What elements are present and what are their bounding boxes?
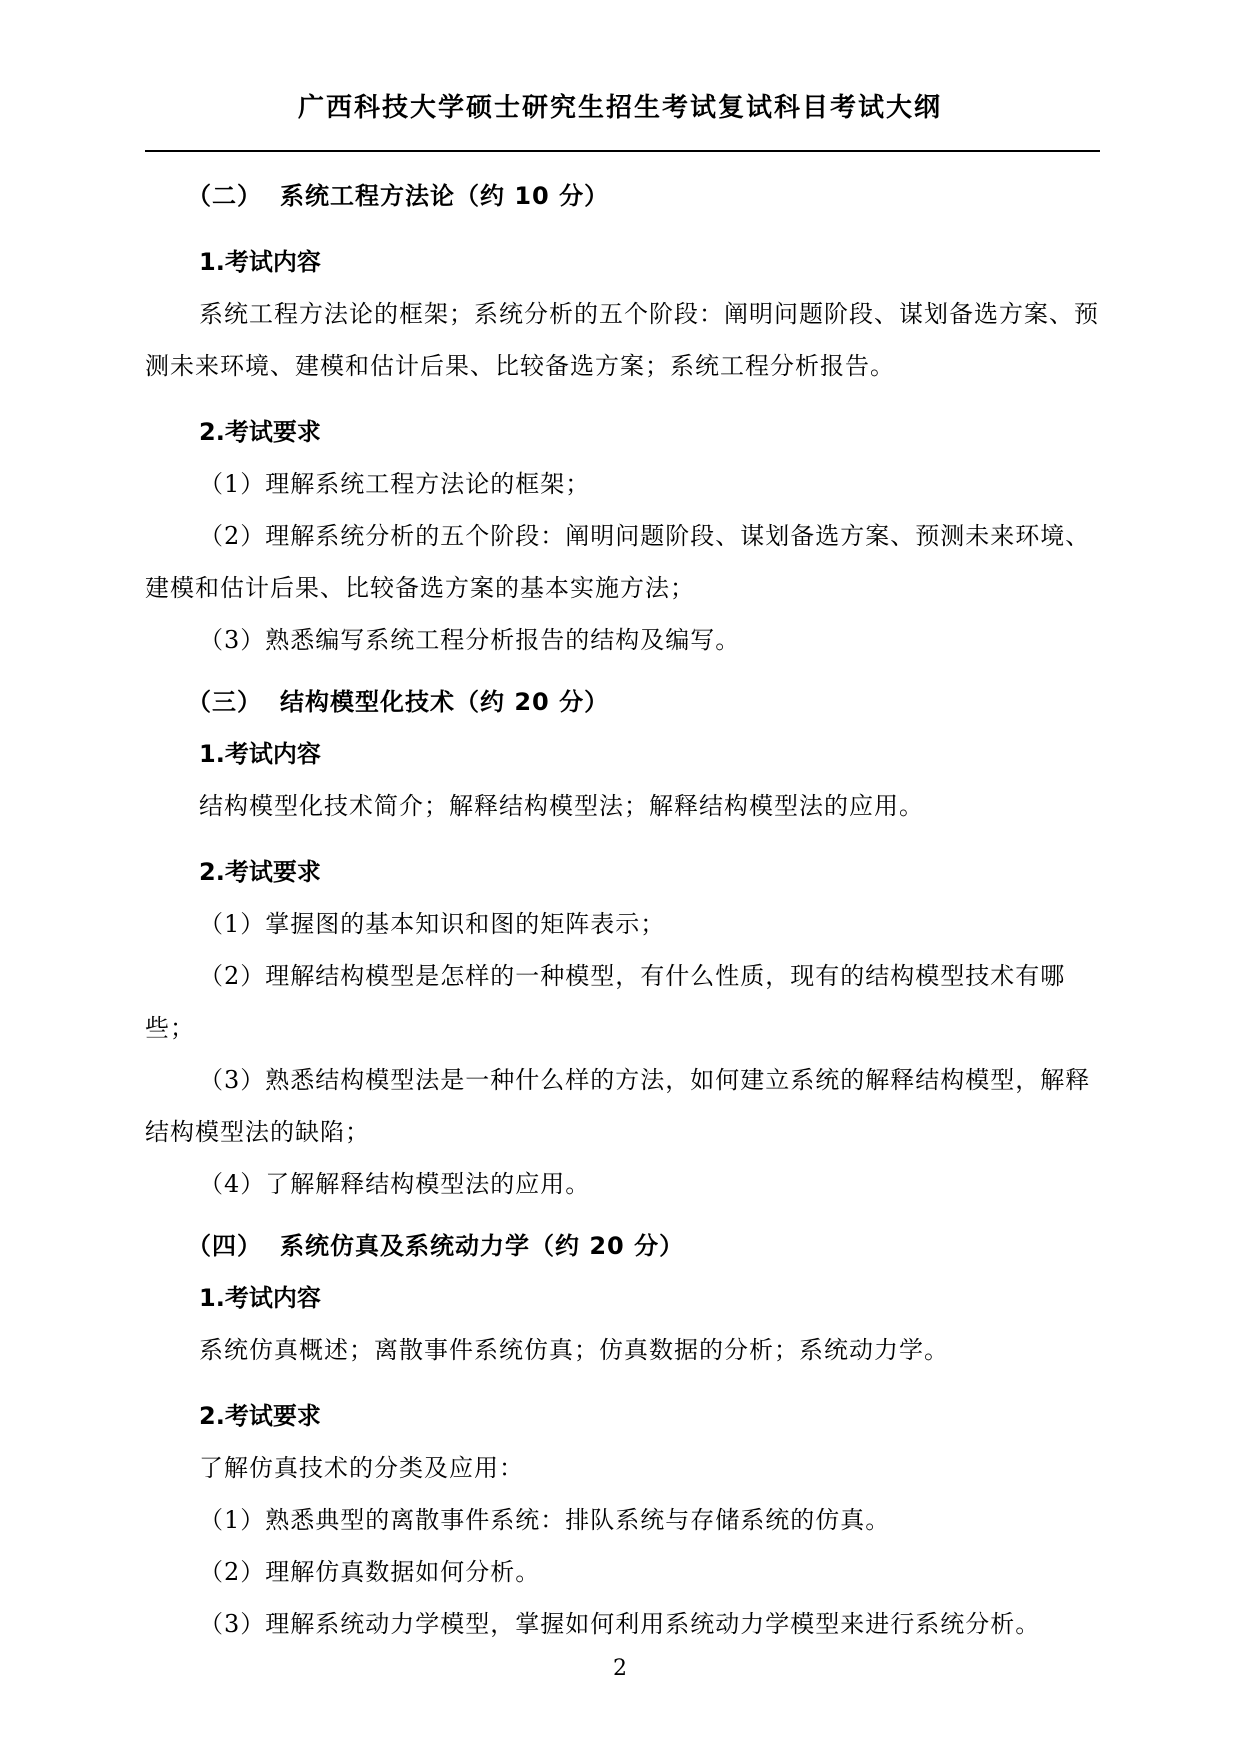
section-number: （二） <box>187 182 262 210</box>
subsection-heading: 1.考试内容 <box>199 740 321 768</box>
subsection-heading: 2.考试要求 <box>199 858 321 886</box>
document-body <box>145 160 1100 1650</box>
requirement-item: （2）理解仿真数据如何分析。 <box>199 1558 541 1586</box>
requirement-item: （3）理解系统动力学模型，掌握如何利用系统动力学模型来进行系统分析。 <box>199 1610 1041 1638</box>
paragraph: 系统仿真概述；离散事件系统仿真；仿真数据的分析；系统动力学。 <box>199 1336 949 1364</box>
section-heading <box>145 1220 1100 1272</box>
requirement-item: （2）理解系统分析的五个阶段：阐明问题阶段、谋划备选方案、预测未来环境、建模和估计后果、比较备选方案的基本实施方法； <box>145 522 1091 602</box>
page-number: 2 <box>613 1656 627 1681</box>
requirement-item: （2）理解结构模型是怎样的一种模型，有什么性质，现有的结构模型技术有哪些； <box>145 962 1066 1042</box>
requirement-item: （4）了解解释结构模型法的应用。 <box>199 1170 591 1198</box>
requirement-item: （3）熟悉结构模型法是一种什么样的方法，如何建立系统的解释结构模型，解释结构模型法的缺陷； <box>145 1066 1091 1146</box>
requirement-item: （1）掌握图的基本知识和图的矩阵表示； <box>199 910 666 938</box>
subsection-heading: 2.考试要求 <box>199 418 321 446</box>
paragraph: 结构模型化技术简介；解释结构模型法；解释结构模型法的应用。 <box>199 792 924 820</box>
section-heading <box>145 170 1100 222</box>
section-title: 系统工程方法论（约 10 分） <box>280 182 610 210</box>
section-title: 结构模型化技术（约 20 分） <box>280 688 610 716</box>
paragraph: 系统工程方法论的框架；系统分析的五个阶段：阐明问题阶段、谋划备选方案、预测未来环境、建模和估计后果、比较备选方案；系统工程分析报告。 <box>145 300 1099 380</box>
requirement-item: （3）熟悉编写系统工程分析报告的结构及编写。 <box>199 626 741 654</box>
subsection-heading: 2.考试要求 <box>199 1402 321 1430</box>
header-divider <box>145 150 1100 152</box>
requirement-item: （1）理解系统工程方法论的框架； <box>199 470 591 498</box>
section-title: 系统仿真及系统动力学（约 20 分） <box>280 1232 685 1260</box>
section-heading <box>145 676 1100 728</box>
section-number: （四） <box>187 1232 262 1260</box>
section-number: （三） <box>187 688 262 716</box>
subsection-heading: 1.考试内容 <box>199 1284 321 1312</box>
requirement-item: （1）熟悉典型的离散事件系统：排队系统与存储系统的仿真。 <box>199 1506 891 1534</box>
paragraph: 了解仿真技术的分类及应用： <box>199 1454 524 1482</box>
page-header-title: 广西科技大学硕士研究生招生考试复试科目考试大纲 <box>297 93 942 123</box>
subsection-heading: 1.考试内容 <box>199 248 321 276</box>
